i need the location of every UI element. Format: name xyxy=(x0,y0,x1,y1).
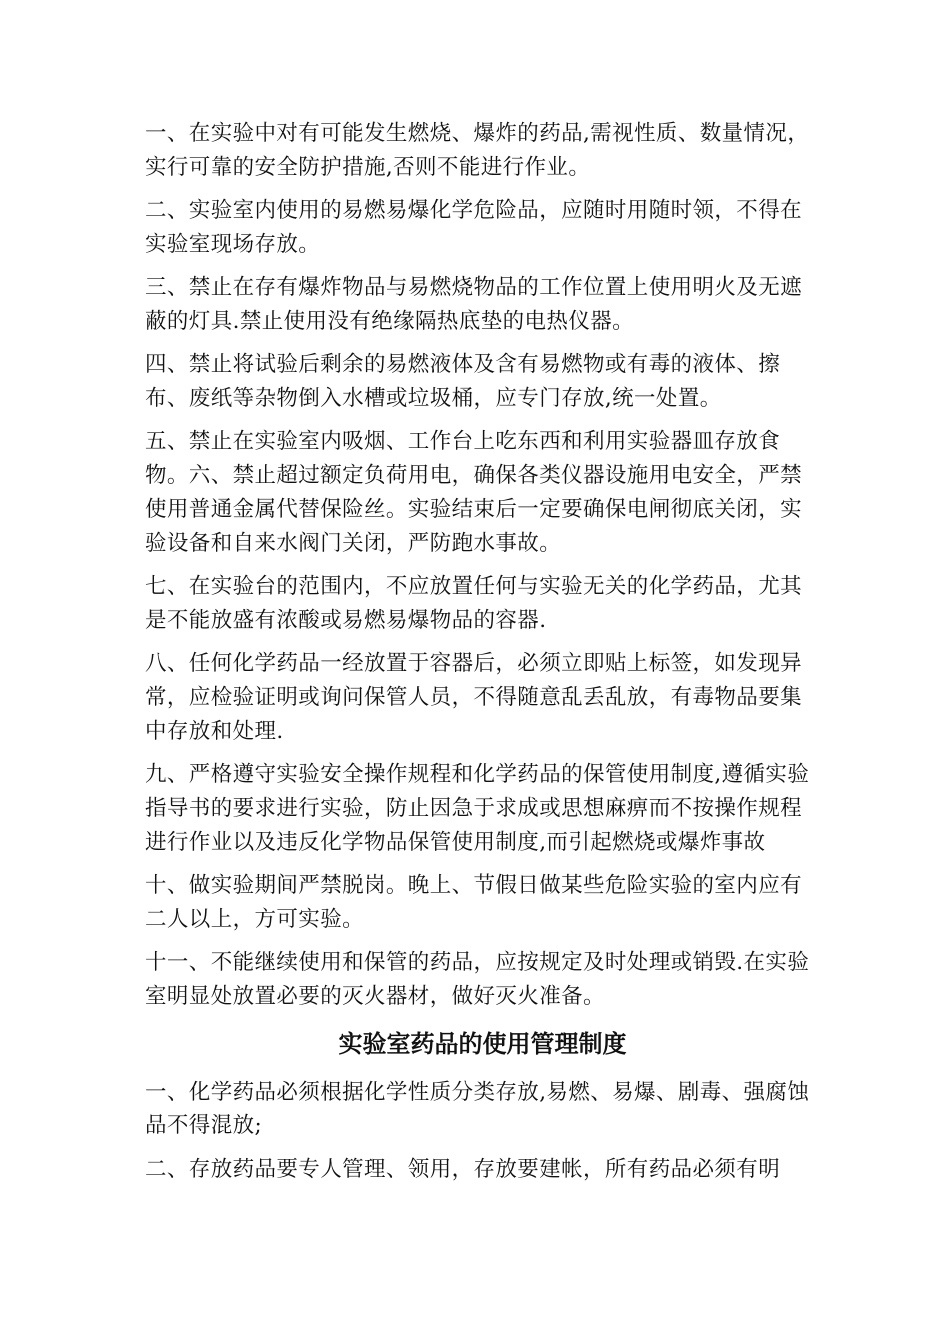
rule-paragraph-10: 十、做实验期间严禁脱岗。晚上、节假日做某些危险实验的室内应有二人以上，方可实验。 xyxy=(145,872,803,932)
rule-paragraph-4: 四、禁止将试验后剩余的易燃液体及含有易燃物或有毒的液体、擦布、废纸等杂物倒入水槽或垃圾桶，应专门存放,统一处置。 xyxy=(145,352,781,412)
rule-paragraph-5-6: 五、禁止在实验室内吸烟、工作台上吃东西和利用实验器皿存放食物。六、禁止超过额定负荷用电，确保各类仪器设施用电安全，严禁使用普通金属代替保险丝。实验结束后一定要确保电闸彻底关闭，实验设备和自来水阀门关闭，严防跑水事故。 xyxy=(145,429,803,556)
rule-paragraph-1: 一、在实验中对有可能发生燃烧、爆炸的药品,需视性质、数量情况，实行可靠的安全防护措施,否则不能进行作业。 xyxy=(145,121,810,180)
rule-paragraph-3: 三、禁止在存有爆炸物品与易燃烧物品的工作位置上使用明火及无遮蔽的灯具.禁止使用没有绝缘隔热底垫的电热仪器。 xyxy=(145,275,803,334)
section-title: 实验室药品的使用管理制度 xyxy=(338,1028,627,1058)
rule-paragraph-8: 八、任何化学药品一经放置于容器后，必须立即贴上标签，如发现异常，应检验证明或询问保管人员，不得随意乱丢乱放，有毒物品要集中存放和处理. xyxy=(145,651,803,744)
section-paragraph-1: 一、化学药品必须根据化学性质分类存放,易燃、易爆、剧毒、强腐蚀品不得混放; xyxy=(145,1079,810,1139)
rule-paragraph-7: 七、在实验台的范围内，不应放置任何与实验无关的化学药品，尤其是不能放盛有浓酸或易燃易爆物品的容器. xyxy=(145,574,803,633)
section-paragraph-2: 二、存放药品要专人管理、领用，存放要建帐，所有药品必须有明 xyxy=(145,1156,781,1182)
rule-paragraph-2: 二、实验室内使用的易燃易爆化学危险品，应随时用随时领，不得在实验室现场存放。 xyxy=(145,198,803,257)
document-body xyxy=(145,117,820,1196)
rule-paragraph-9: 九、严格遵守实验安全操作规程和化学药品的保管使用制度,遵循实验指导书的要求进行实验，防止因急于求成或思想麻痹而不按操作规程进行作业以及违反化学物品保管使用制度,而引起燃烧或爆炸事故 xyxy=(145,762,810,855)
rule-paragraph-11: 十一、不能继续使用和保管的药品，应按规定及时处理或销毁.在实验室明显处放置必要的灭火器材，做好灭火准备。 xyxy=(145,950,810,1009)
